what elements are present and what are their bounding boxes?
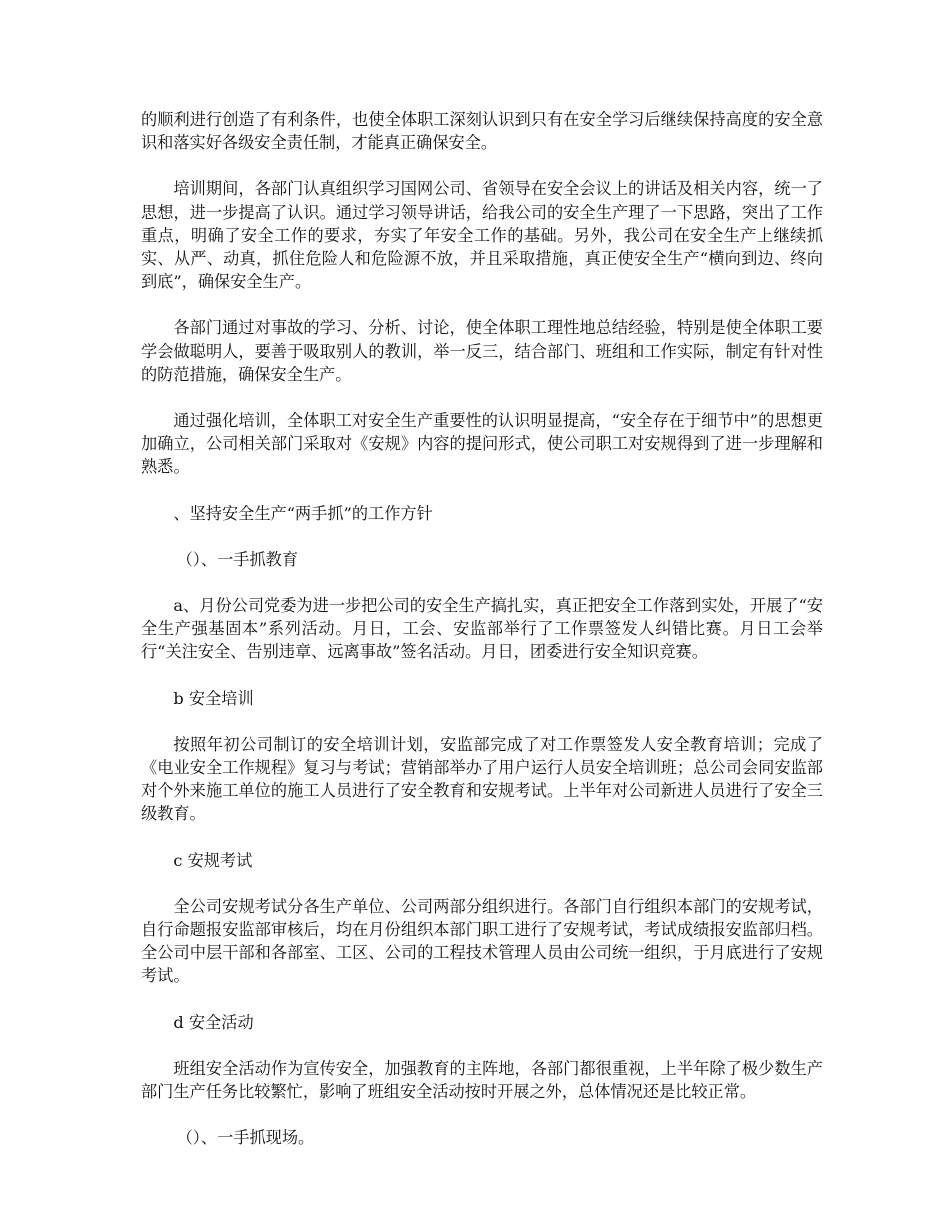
subsection-heading-site: （）、一手抓现场。 <box>176 1128 315 1148</box>
document-page <box>141 108 823 1173</box>
paragraph-safety-exam: 全公司安规考试分各生产单位、公司两部分组织进行。各部门自行组织本部门的安规考试，自行命题报安监部审核后，均在月份组织本部门职工进行了安规考试，考试成绩报安监部归档。全公司中层干部和各部室、工区、公司的工程技术管理人员由公司统一组织，于月底进行了安规考试。 <box>141 896 823 986</box>
item-heading-c: c 安规考试 <box>173 850 253 870</box>
item-heading-d: d 安全活动 <box>173 1012 254 1032</box>
paragraph-accident-study: 各部门通过对事故的学习、分析、讨论，使全体职工理性地总结经验，特别是使全体职工要学会做聪明人，要善于吸取别人的教训，举一反三，结合部门、班组和工作实际，制定有针对性的防范措施，确保安全生产。 <box>141 318 823 384</box>
paragraph-item-a: a、月份公司党委为进一步把公司的安全生产搞扎实，真正把安全工作落到实处，开展了“安全生产强基固本”系列活动。月日，工会、安监部举行了工作票签发人纠错比赛。月日工会举行“关注安全、告别违章、远离事故”签名活动。月日，团委进行安全知识竞赛。 <box>141 596 823 662</box>
paragraph-training-period: 培训期间，各部门认真组织学习国网公司、省领导在安全会议上的讲话及相关内容，统一了思想，进一步提高了认识。通过学习领导讲话，给我公司的安全生产理了一下思路，突出了工作重点，明确了安全工作的要求，夯实了年安全工作的基础。另外，我公司在安全生产上继续抓实、从严、动真，抓住危险人和危险源不放，并且采取措施，真正使安全生产“横向到边、终向到底”，确保安全生产。 <box>141 179 823 292</box>
paragraph-intro: 的顺利进行创造了有利条件，也使全体职工深刻认识到只有在安全学习后继续保持高度的安全意识和落实好各级安全责任制，才能真正确保安全。 <box>141 110 823 153</box>
section-heading-two-hands: 、坚持安全生产“两手抓”的工作方针 <box>173 503 433 523</box>
item-heading-b: b 安全培训 <box>173 688 254 708</box>
paragraph-safety-training: 按照年初公司制订的安全培训计划，安监部完成了对工作票签发人安全教育培训；完成了《电业安全工作规程》复习与考试；营销部举办了用户运行人员安全培训班；总公司会同安监部对个外来施工单位的施工人员进行了安全教育和安规考试。上半年对公司新进人员进行了安全三级教育。 <box>141 734 823 824</box>
subsection-heading-education: （）、一手抓教育 <box>176 549 299 569</box>
paragraph-strengthened-training: 通过强化培训，全体职工对安全生产重要性的认识明显提高，“安全存在于细节中”的思想更加确立，公司相关部门采取对《安规》内容的提问形式，使公司职工对安规得到了进一步理解和熟悉。 <box>141 411 823 477</box>
paragraph-safety-activity: 班组安全活动作为宣传安全，加强教育的主阵地，各部门都很重视，上半年除了极少数生产部门生产任务比较繁忙，影响了班组安全活动按时开展之外，总体情况还是比较正常。 <box>141 1058 823 1102</box>
